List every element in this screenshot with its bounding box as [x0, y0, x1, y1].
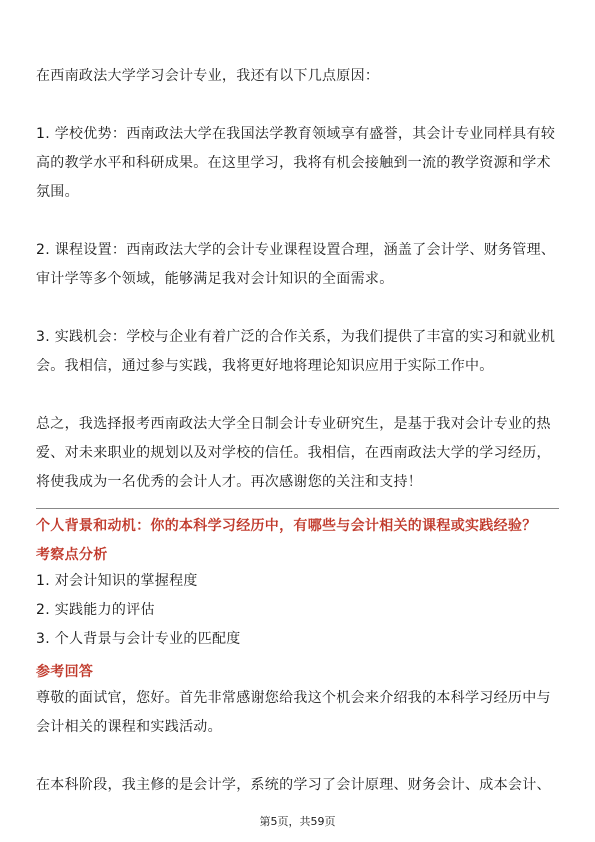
reason-1-line-2: 高的教学水平和科研成果。在这里学习，我将有机会接触到一流的教学资源和学术	[36, 155, 551, 171]
intro-paragraph: 在西南政法大学学习会计专业，我还有以下几点原因：	[36, 68, 380, 84]
answer-line-1: 尊敬的面试官，您好。首先非常感谢您给我这个机会来介绍我的本科学习经历中与	[36, 690, 551, 706]
answer-line-3: 在本科阶段，我主修的是会计学，系统的学习了会计原理、财务会计、成本会计、	[36, 777, 551, 793]
analysis-point-1: 1. 对会计知识的掌握程度	[36, 573, 198, 589]
answer-line-2: 会计相关的课程和实践活动。	[36, 719, 222, 735]
question-heading: 个人背景和动机：你的本科学习经历中，有哪些与会计相关的课程或实践经验？	[36, 518, 537, 534]
reason-3-line-1: 3. 实践机会：学校与企业有着广泛的合作关系，为我们提供了丰富的实习和就业机	[36, 329, 556, 345]
analysis-point-2: 2. 实践能力的评估	[36, 602, 155, 618]
analysis-heading: 考察点分析	[36, 547, 108, 563]
section-divider	[36, 508, 559, 509]
analysis-point-3: 3. 个人背景与会计专业的匹配度	[36, 631, 241, 647]
reason-1-line-3: 氛围。	[36, 184, 79, 200]
reason-2-line-2: 审计学等多个领域，能够满足我对会计知识的全面需求。	[36, 271, 394, 287]
page-number: 第5页，共59页	[259, 815, 336, 828]
summary-line-3: 将使我成为一名优秀的会计人才。再次感谢您的关注和支持！	[36, 474, 423, 490]
reason-3-line-2: 会。我相信，通过参与实践，我将更好地将理论知识应用于实际工作中。	[36, 358, 494, 374]
summary-line-1: 总之，我选择报考西南政法大学全日制会计专业研究生，是基于我对会计专业的热	[36, 416, 551, 432]
summary-line-2: 爱、对未来职业的规划以及对学校的信任。我相信，在西南政法大学的学习经历，	[36, 445, 551, 461]
answer-heading: 参考回答	[36, 664, 94, 680]
reason-1-line-1: 1. 学校优势：西南政法大学在我国法学教育领域享有盛誉，其会计专业同样具有较	[36, 126, 556, 142]
reason-2-line-1: 2. 课程设置：西南政法大学的会计专业课程设置合理，涵盖了会计学、财务管理、	[36, 242, 556, 258]
